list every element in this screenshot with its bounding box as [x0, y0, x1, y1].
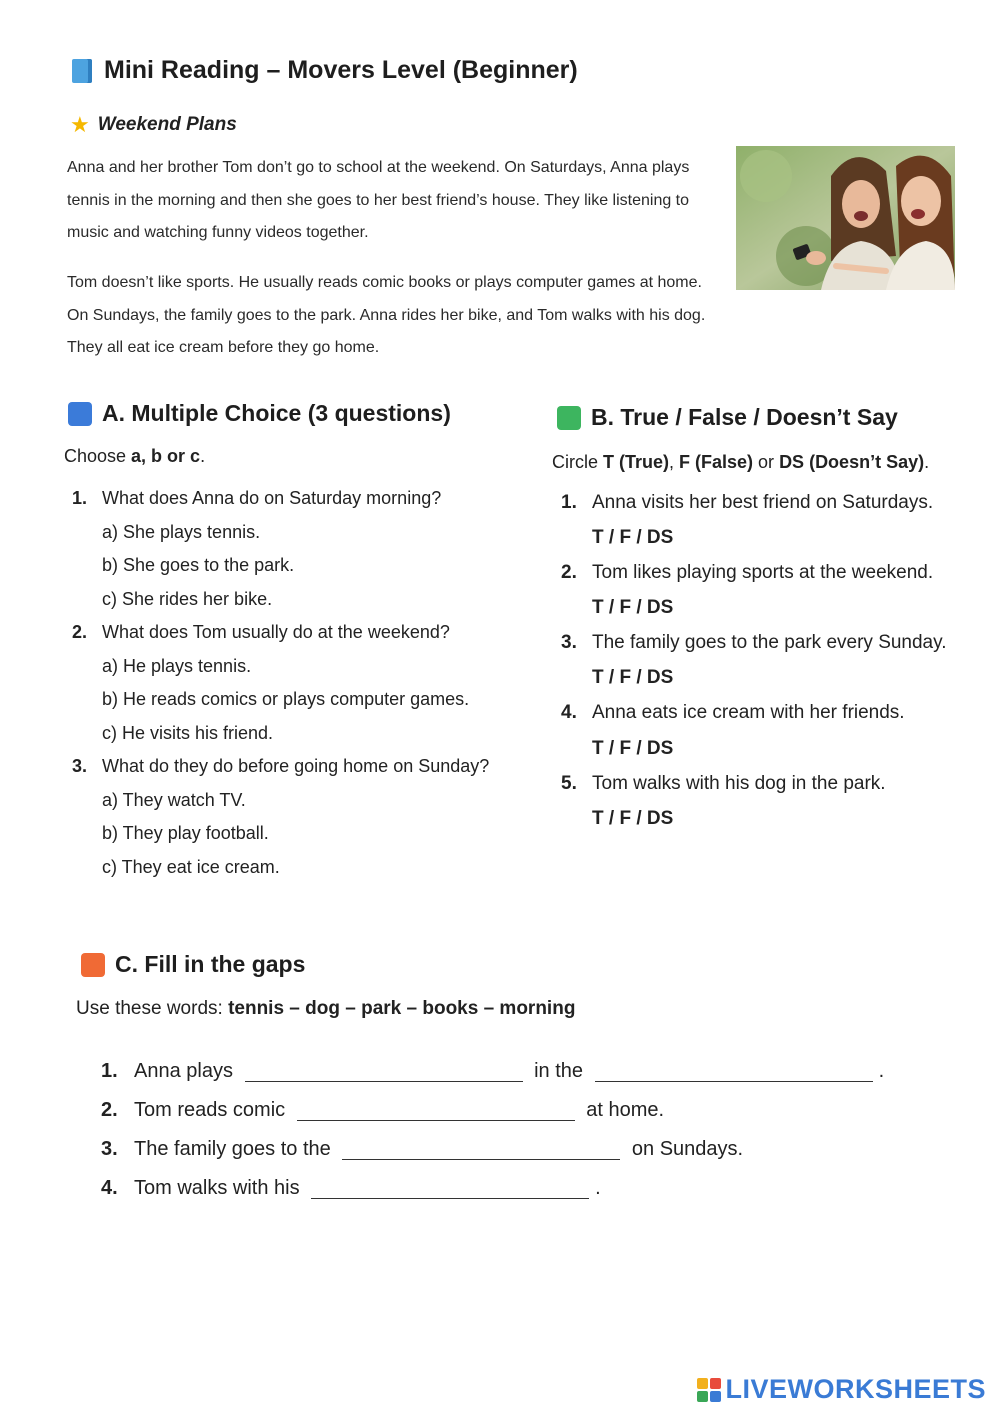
story-subtitle [70, 114, 237, 136]
instruction-text: Circle [552, 452, 604, 472]
story-paragraph-1 [67, 152, 737, 250]
question-text: What does Anna do on Saturday morning? [102, 488, 442, 509]
statement-number: 3. [561, 632, 577, 654]
instruction-text: Use these words: [76, 998, 229, 1019]
sentence-text: The family goes to the [134, 1138, 337, 1160]
instruction-text: , [669, 452, 680, 472]
gap-sentence [101, 1130, 901, 1169]
fill-gaps-list [101, 1052, 901, 1208]
tf-statement [561, 696, 981, 731]
gap-sentence [101, 1052, 901, 1091]
liveworksheets-brand: LIVEWORKSHEETS [725, 1374, 986, 1404]
statement-number: 2. [561, 561, 577, 583]
answer-option[interactable]: c) He visits his friend. [102, 722, 274, 743]
story-line: On Sundays, the family goes to the park. Anna rides her bike, and Tom walks with his dog. [67, 306, 706, 324]
instruction-text: . [924, 452, 930, 472]
story-subtitle-text: Weekend Plans [97, 114, 237, 135]
gap-blank[interactable] [297, 1100, 575, 1121]
sentence-text: on Sundays. [626, 1138, 744, 1160]
tf-answer-choices[interactable]: T / F / DS [592, 737, 674, 759]
liveworksheets-logo[interactable] [697, 1374, 986, 1405]
tf-answer-choices[interactable]: T / F / DS [592, 667, 674, 689]
sentence-text: Tom reads comic [134, 1099, 291, 1121]
section-a-instruction [64, 446, 205, 467]
page-title [72, 56, 578, 85]
statement-text: Anna eats ice cream with her friends. [592, 702, 905, 724]
section-a-title [68, 400, 451, 427]
green-square-icon [557, 406, 581, 430]
word-bank: tennis – dog – park – books – morning [228, 998, 576, 1019]
story-line: They all eat ice cream before they go home. [67, 339, 380, 356]
section-c-title-text: C. Fill in the gaps [115, 951, 306, 977]
statement-text: Tom likes playing sports at the weekend. [592, 561, 934, 583]
multiple-choice-list [72, 482, 532, 884]
instruction-bold: F (False) [679, 452, 754, 472]
instruction-text: Choose [64, 446, 132, 466]
tf-statement [561, 766, 981, 801]
instruction-text: or [753, 452, 780, 472]
statement-text: Anna visits her best friend on Saturdays. [592, 491, 934, 513]
section-c-title [81, 951, 305, 978]
answer-option[interactable]: b) She goes to the park. [102, 555, 295, 576]
gap-sentence [101, 1169, 901, 1208]
story-paragraph-2 [67, 267, 737, 365]
tf-statement [561, 485, 981, 520]
gap-blank[interactable] [245, 1061, 523, 1082]
sentence-text: Anna plays [134, 1060, 239, 1082]
page-title-text: Mini Reading – Movers Level (Beginner) [104, 56, 578, 84]
book-icon [72, 59, 92, 83]
story-line: Tom doesn’t like sports. He usually reads comic books or plays computer games at home. [67, 274, 702, 291]
item-number: 2. [101, 1099, 118, 1121]
sentence-text: in the [528, 1060, 589, 1082]
item-number: 3. [101, 1138, 118, 1160]
gap-blank[interactable] [595, 1061, 873, 1082]
statement-number: 5. [561, 772, 577, 794]
mc-question [72, 482, 532, 516]
answer-option[interactable]: a) He plays tennis. [102, 655, 252, 676]
sentence-text: at home. [580, 1099, 665, 1121]
tf-answer-choices[interactable]: T / F / DS [592, 807, 674, 829]
section-b-title [557, 404, 898, 431]
story-photo [736, 146, 955, 290]
item-number: 4. [101, 1177, 118, 1199]
gap-sentence [101, 1091, 901, 1130]
item-number: 1. [101, 1060, 118, 1082]
question-number: 1. [72, 488, 88, 509]
story-line: music and watching funny videos together. [67, 224, 369, 241]
blue-square-icon [68, 402, 92, 426]
question-text: What does Tom usually do at the weekend? [102, 622, 450, 643]
tf-answer-choices[interactable]: T / F / DS [592, 526, 674, 548]
instruction-bold: a, b or c [131, 446, 201, 466]
statement-number: 1. [561, 491, 577, 513]
orange-square-icon [81, 953, 105, 977]
tf-statement [561, 555, 981, 590]
true-false-list [561, 485, 981, 836]
statement-number: 4. [561, 702, 577, 724]
gap-blank[interactable] [311, 1178, 589, 1199]
sentence-text: Tom walks with his [134, 1177, 306, 1199]
answer-option[interactable]: c) She rides her bike. [102, 588, 273, 609]
liveworksheets-logo-icon [697, 1378, 721, 1402]
star-icon: ★ [70, 112, 90, 137]
mc-question [72, 616, 532, 650]
tf-answer-choices[interactable]: T / F / DS [592, 596, 674, 618]
answer-option[interactable]: c) They eat ice cream. [102, 856, 280, 877]
statement-text: Tom walks with his dog in the park. [592, 772, 886, 794]
instruction-bold: DS (Doesn’t Say) [779, 452, 925, 472]
sentence-text: . [595, 1177, 601, 1199]
section-b-title-text: B. True / False / Doesn’t Say [591, 404, 898, 430]
answer-option[interactable]: b) They play football. [102, 823, 269, 844]
mc-question [72, 750, 532, 784]
answer-option[interactable]: b) He reads comics or plays computer games. [102, 689, 470, 710]
instruction-text: . [200, 446, 206, 466]
section-c-instruction [76, 998, 575, 1020]
section-a-title-text: A. Multiple Choice (3 questions) [102, 400, 451, 426]
answer-option[interactable]: a) She plays tennis. [102, 521, 261, 542]
question-number: 3. [72, 756, 88, 777]
sentence-text: . [878, 1060, 885, 1082]
story-line: tennis in the morning and then she goes to her best friend’s house. They like listening to [67, 191, 690, 209]
tf-statement [561, 626, 981, 661]
story-line: Anna and her brother Tom don’t go to school at the weekend. On Saturdays, Anna plays [67, 159, 690, 176]
question-text: What do they do before going home on Sunday? [102, 756, 490, 777]
answer-option[interactable]: a) They watch TV. [102, 789, 246, 810]
gap-blank[interactable] [342, 1139, 620, 1160]
question-number: 2. [72, 622, 88, 643]
instruction-bold: T (True) [603, 452, 670, 472]
statement-text: The family goes to the park every Sunday. [592, 632, 947, 654]
section-b-instruction [552, 452, 929, 473]
